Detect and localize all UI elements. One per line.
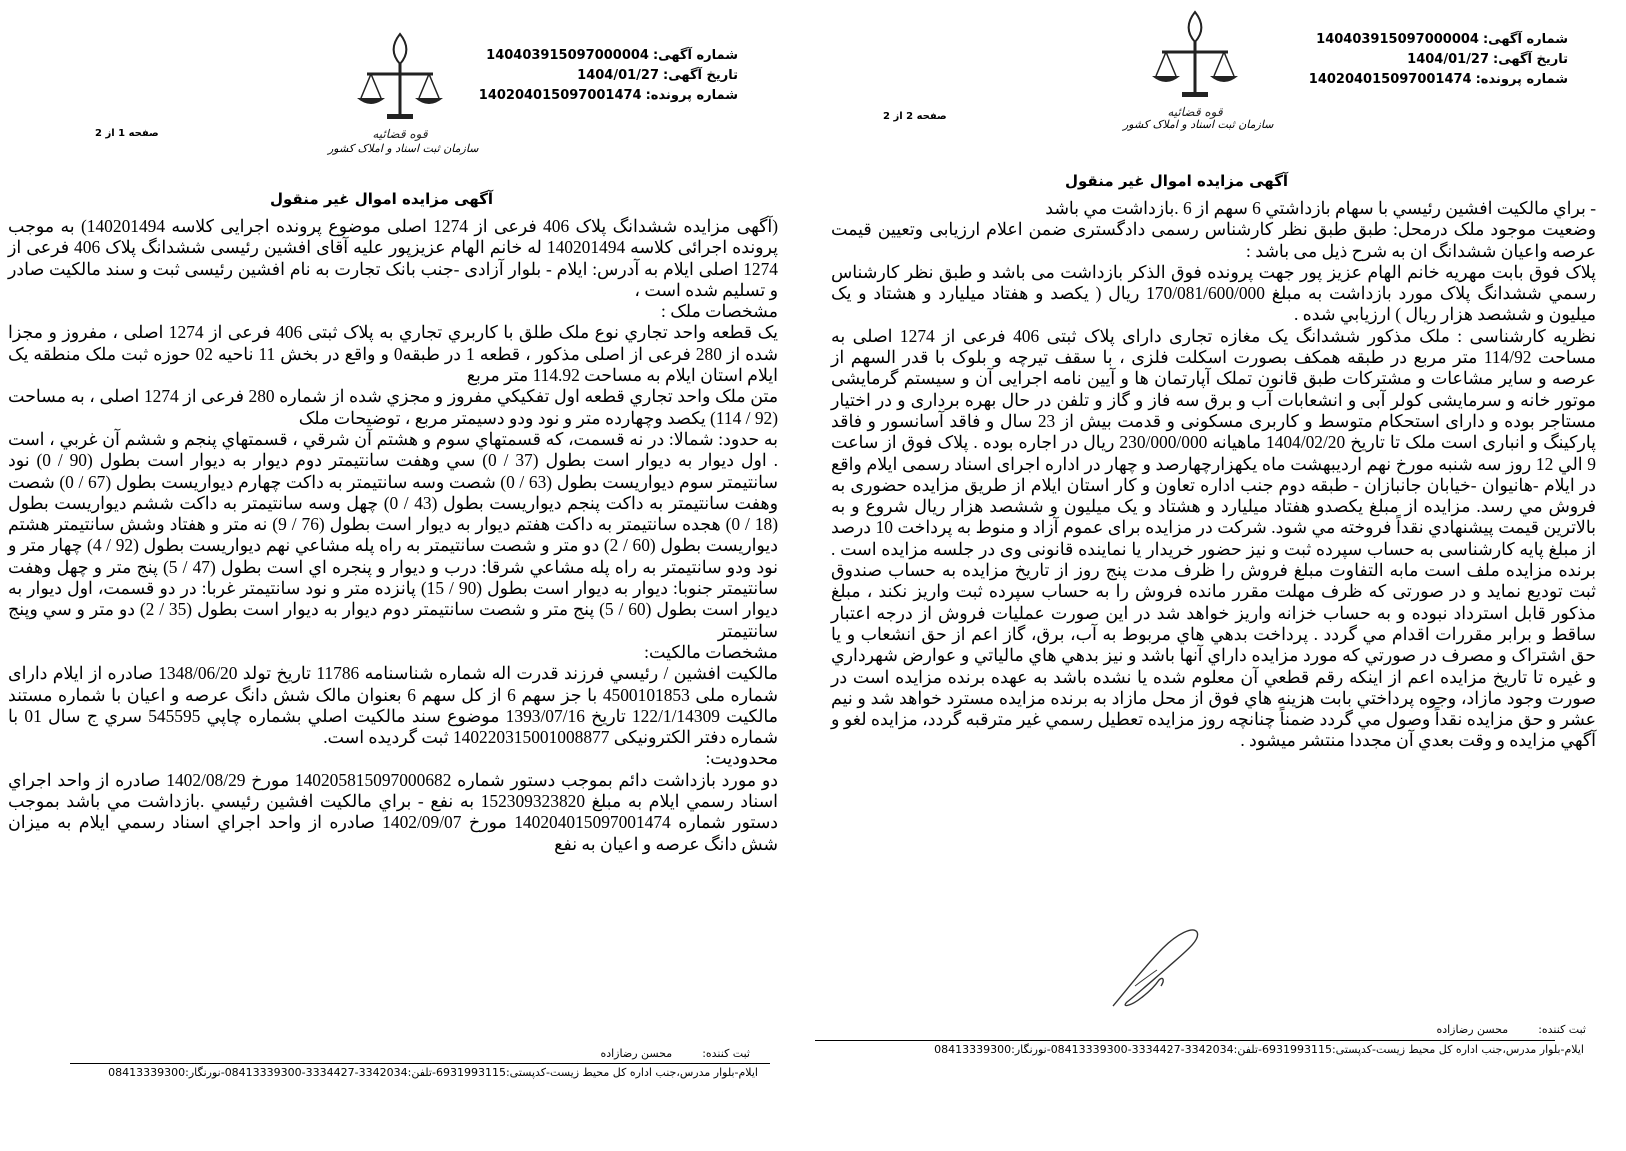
registrar [600,1047,750,1060]
registrar-name: محسن رضازاده [1436,1023,1509,1036]
notice-number-label: شماره آگهی: [652,48,738,63]
org-name: سازمان ثبت اسناد و املاک کشور [328,142,479,155]
judiciary-emblem-icon [345,28,455,148]
footer-divider [70,1063,770,1064]
file-number-row [1309,70,1568,90]
notice-title: آگهی مزایده اموال غیر منقول [1065,172,1289,190]
page-number-label: صفحه 2 از 2 [883,111,947,122]
registrar-name: محسن رضازاده [600,1047,673,1060]
body-paragraph: وضعیت موجود ملک درمحل: طبق طبق نظر کارشناس رسمی دادگستری ضمن اعلام ارزیابی وتعیین قیمت عرصه واعیان ششدانگ ان به شرح ذیل می باشد : [831,219,1596,261]
notice-date: 1404/01/27 [1407,52,1490,67]
notice-number: 140403915097000004 [1316,32,1479,47]
notice-page-1 [0,0,800,1151]
body-paragraph: محدودیت: [705,748,778,769]
footer-divider [815,1040,1555,1041]
body-paragraph: به حدود: شمالا: در نه قسمت، که قسمتهاي سوم و هشتم آن شرقي ، قسمتهاي پنجم و ششم آن غربي ، است . اول دیوار به دیوار است بطول (37 / 0) سي وهفت سانتیمتر دوم دیوار به دیوار است بطول (90 / 0) نود سانتیمتر سوم دیواریست بطول (63 / 0) شصت وسه سانتیمتر به داکت چهارم دیواریست بطول (67 / 0) شصت وهفت سانتیمتر به داکت پنجم دیواریست بطول (43 / 0) چهل وسه سانتیمتر به داکت ششم دیواریست بطول (18 / 0) هجده سانتیمتر به داکت هفتم دیوار به دیوار است بطول (76 / 9) نه متر و هفتاد وشش سانتیمتر هشتم دیواریست بطول (60 / 2) دو متر و شصت سانتیمتر به راه پله مشاعي نهم دیواریست بطول (92 / 4) چهار متر و نود ودو سانتیمتر به راه پله مشاعي شرقا: درب و دیوار و پنجره اي است بطول (47 / 5) پنج متر و چهل وهفت سانتیمتر جنوبا: دیوار به دیوار است بطول (90 / 15) پانزده متر و نود سانتیمتر غربا: در دو قسمت، اول دیوار به دیوار است بطول (60 / 5) پنج متر و شصت سانتیمتر دوم دیوار به دیوار است بطول (35 / 2) دو متر و سي وپنج سانتیمتر [8,428,779,641]
body-paragraph: مالکیت افشین / رئیسي فرزند قدرت اله شماره شناسنامه 11786 تاریخ تولد 1348/06/20 صادره از ایلام دارای شماره ملی 4500101853 با جز سهم 6 از کل سهم 6 بعنوان مالک شش دانگ عرصه و اعیان با شماره مستند مالکیت 122/1/14309 تاریخ 1393/07/16 موضوع سند مالکیت اصلي بشماره چاپي 545595 سري ج سال 01 با شماره دفتر الکترونیکی 140220315001008877 ثبت گردیده است. [8,663,778,748]
judiciary-emblem-icon [1140,6,1250,126]
emblem-caption: قوه قضائیه [1167,105,1223,119]
body-paragraph: متن ملک واحد تجاري قطعه اول تفکیکي مفروز و مجزي شده از شماره 280 فرعی از 1274 اصلی ، به مساحت (92 / 114) یکصد وچهارده متر و نود ودو دسیمتر مربع ، توضیحات ملک [8,386,779,428]
registrar-label: ثبت کننده: [702,1047,750,1060]
body-paragraph: نظریه کارشناسی : ملک مذکور ششدانگ یک مغازه تجاری دارای پلاک ثبتی 406 فرعی از 1274 اصلی به مساحت 114/92 متر مربع در طبقه همکف بصورت اسکلت فلزی ، با سقف تیرچه و بلوک با قدر السهم از عرصه و سایر مشاعات و مشترکات طبق قانون تملک آپارتمان ها و آیین نامه اجرایی آن و سیستم گرمایشی موتور خانه و سرمایشی کولر آبی و انشعابات آب و برق سه فاز و گاز و تلفن در حال بهره برداری و در اختیار مستاجر بوده و دارای استحکام متوسط و کاربری مسکونی و قدمت بیش از 23 سال و فاقد آسانسور و فاقد پارکینگ و انباری است ملک تا تاریخ 1404/02/20 ماهیانه 230/000/000 ریال در اجاره بوده . پلاک فوق از ساعت 9 الي 12 روز سه شنبه مورخ نهم اردیبهشت ماه یکهزارچهارصد و چهار در اداره اجرای اسناد رسمی ایلام واقع در ایلام -هانیوان -خیابان جانبازان - طبقه دوم جنب اداره تعاون و کار استان ایلام از طریق مزایده حضوری به فروش مي رسد. مزایده از مبلغ یکصدو هفتاد میلیارد و هشتاد و یک میلیون و ششصد هزار ریال شروع و به بالاترین قیمت پیشنهادي نقداً فروخته مي شود. شرکت در مزایده برای عموم آزاد و منوط به پرداخت 10 درصد از مبلغ پایه کارشناسی به حساب سپرده ثبت و نیز حضور خریدار یا نماینده قانونی وی در جلسه مزایده است . برنده مزایده ملف است مابه التفاوت مبلغ فروش را ظرف مدت پنج روز از تاریخ مزایده به حساب صندوق ثبت تودیع نماید و در صورتی که ظرف مهلت مقرر مانده فروش را به حساب سپرده ثبت واریز نکند ، مبلغ مذکور قابل استرداد نبوده و به حساب خزانه واریز خواهد شد در این صورت عملیات فروش از درجه اعتبار ساقط و برابر مقررات اقدام مي گردد . پرداخت بدهي هاي مربوط به آب، برق، گاز اعم از حق انشعاب و یا حق اشتراک و مصرف در صورتي که مورد مزایده داراي آنها باشد و نیز بدهي هاي مالیاتي و عوارض شهرداري و غیره تا تاریخ مزایده اعم از اینکه رقم قطعي آن معلوم شده یا نشده باشد به عهده برنده مزایده است در صورت وجود مازاد، وجوه پرداختي بابت هزینه هاي فوق از محل مازاد به برنده مزایده مسترد خواهد شد و نیم عشر و حق مزایده نقداً وصول مي گردد ضمناً چنانچه روز مزایده تعطیل رسمي غیر مترقبه گردد، مزایده لغو و آگهي مزایده و وقت بعدي آن مجددا منتشر میشود . [831,325,1597,751]
notice-body [831,198,1596,752]
notice-date-label: تاریخ آگهی: [1493,52,1568,67]
file-number-row [479,86,738,106]
notice-meta [1309,30,1568,90]
notice-number: 140403915097000004 [486,48,649,63]
notice-number-label: شماره آگهی: [1482,32,1568,47]
body-paragraph: مشخصات ملک : [661,301,778,322]
org-name: سازمان ثبت اسناد و املاک کشور [1123,118,1274,131]
registrar [1436,1023,1586,1036]
notice-number-row [1309,30,1568,50]
notice-meta [479,46,738,106]
file-number: 140204015097001474 [478,88,642,103]
notice-page-2 [815,0,1626,1151]
footer-address: ایلام-بلوار مدرس،جنب اداره کل محیط زیست-کدپستی:6931993115-تلفن:3342034-3334427-08413339300-نورنگار:08413339300 [108,1066,758,1079]
file-number-label: شماره پرونده: [645,88,738,103]
page-number-label: صفحه 1 از 2 [95,128,159,139]
footer-address: ایلام-بلوار مدرس،جنب اداره کل محیط زیست-کدپستی:6931993115-تلفن:3342034-3334427-08413339300-نورنگار:08413339300 [934,1043,1584,1056]
notice-date-row [479,66,738,86]
file-number: 140204015097001474 [1308,72,1472,87]
body-paragraph: مشخصات مالکیت: [644,641,778,662]
signature-icon [1105,922,1205,1012]
notice-title: آگهی مزایده اموال غیر منقول [270,190,494,208]
body-paragraph: پلاک فوق بابت مهریه خانم الهام عزیز پور جهت پرونده فوق الذکر بازداشت می باشد و طبق نظر کارشناس رسمي ششدانگ پلاک مورد بازداشت به مبلغ 170/081/600/000 ریال ( یکصد و هفتاد میلیارد و هشتاد و یک میلیون و ششصد هزار ریال ) ارزیابي شده . [831,261,1596,325]
body-paragraph: - براي مالکیت افشین رئیسي با سهام بازداشتي 6 سهم از 6 .بازداشت مي باشد [1045,198,1596,218]
notice-date: 1404/01/27 [577,68,660,83]
body-paragraph: (آگهی مزایده ششدانگ پلاک 406 فرعی از 1274 اصلی موضوع پرونده اجرایی کلاسه 140201494) به موجب پرونده اجرائی کلاسه 140201494 له خانم الهام عزیزپور علیه آقای افشین رئیسی ششدانگ پلاک 406 فرعی از 1274 اصلی ایلام به آدرس: ایلام - بلوار آزادی -جنب بانک تجارت به نام افشین رئیسی ثبت و سند مالکیت صادر و تسلیم شده است ، [8,216,778,300]
body-paragraph: یک قطعه واحد تجاري نوع ملک طلق با کاربري تجاري به پلاک ثبتی 406 فرعی از 1274 اصلی ، مفروز و مجزا شده از 280 فرعی از اصلی مذکور ، قطعه 1 در طبقه0 و واقع در بخش 11 ناحیه 02 حوزه ثبت ملک منطقه یک ایلام استان ایلام به مساحت 114.92 متر مربع [8,322,778,386]
notice-date-label: تاریخ آگهی: [663,68,738,83]
emblem-caption: قوه قضائیه [372,127,428,141]
registrar-label: ثبت کننده: [1538,1023,1586,1036]
body-paragraph: دو مورد بازداشت دائم بموجب دستور شماره 140205815097000682 مورخ 1402/08/29 صادره از واحد اجراي اسناد رسمي ایلام به مبلغ 152309323820 به نفع - براي مالکیت افشین رئیسي .بازداشت مي باشد بموجب دستور شماره 140204015097001474 مورخ 1402/09/07 صادره از واحد اجراي اسناد رسمي ایلام به میزان شش دانگ عرصه و اعیان به نفع [8,769,779,854]
file-number-label: شماره پرونده: [1475,72,1568,87]
notice-body [8,216,778,855]
notice-date-row [1309,50,1568,70]
notice-number-row [479,46,738,66]
